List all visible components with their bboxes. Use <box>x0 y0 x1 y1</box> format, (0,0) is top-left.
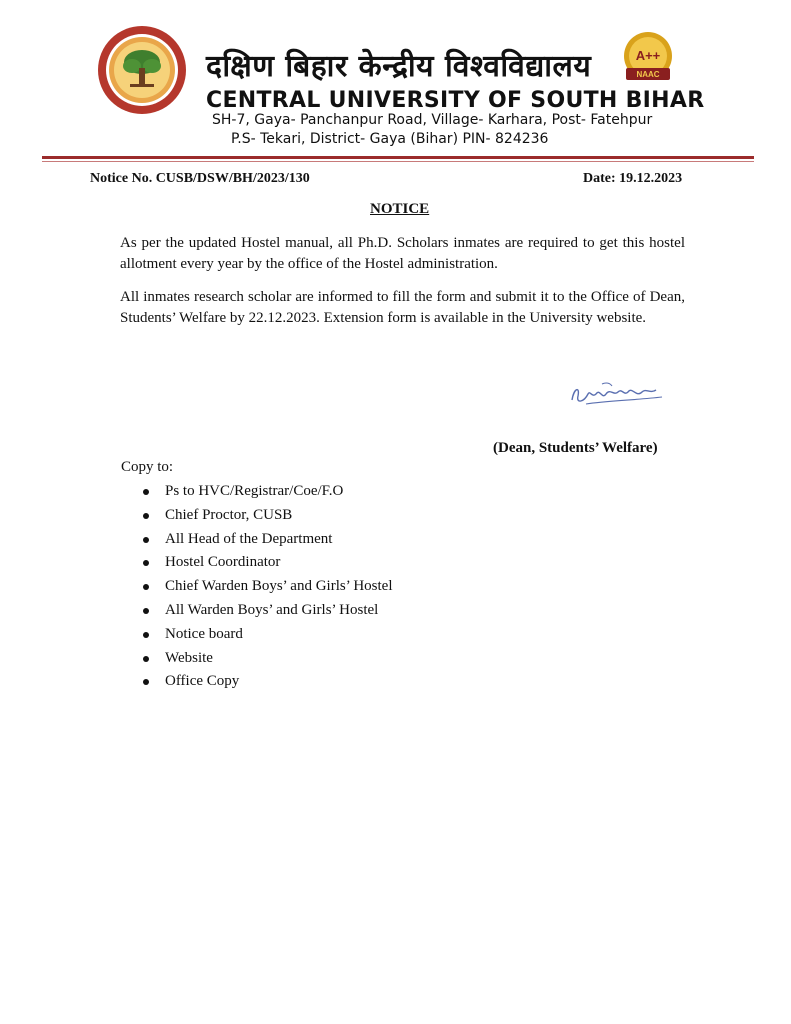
notice-heading: NOTICE <box>370 201 430 217</box>
signatory-designation: (Dean, Students’ Welfare) <box>493 440 658 456</box>
list-item <box>138 623 393 647</box>
list-item <box>138 504 393 528</box>
bullet-icon <box>143 679 149 685</box>
copy-to-label: Copy to: <box>121 459 174 475</box>
bullet-icon <box>143 489 149 495</box>
list-item <box>138 599 393 623</box>
list-item-text: Chief Proctor, CUSB <box>165 506 293 523</box>
header-divider-thin <box>42 161 754 162</box>
university-english-name: CENTRAL UNIVERSITY OF SOUTH BIHAR <box>206 88 705 113</box>
header-divider <box>42 156 754 159</box>
naac-badge <box>618 28 678 88</box>
list-item-text: All Head of the Department <box>165 530 333 547</box>
list-item-text: Chief Warden Boys’ and Girls’ Hostel <box>165 578 393 595</box>
list-item-text: Website <box>165 649 213 666</box>
university-seal-logo <box>96 24 188 116</box>
list-item <box>138 528 393 552</box>
list-item <box>138 647 393 671</box>
copy-to-list <box>138 480 393 694</box>
address-line-2: P.S- Tekari, District- Gaya (Bihar) PIN- 824236 <box>231 131 549 147</box>
bullet-icon <box>143 560 149 566</box>
list-item-text: Notice board <box>165 625 243 642</box>
bullet-icon <box>143 584 149 590</box>
bullet-icon <box>143 608 149 614</box>
list-item-text: Hostel Coordinator <box>165 554 281 571</box>
badge-text: A++ <box>635 48 661 63</box>
bullet-icon <box>143 513 149 519</box>
list-item-text: Office Copy <box>165 673 240 690</box>
list-item <box>138 670 393 694</box>
list-item <box>138 575 393 599</box>
notice-number: Notice No. CUSB/DSW/BH/2023/130 <box>90 171 310 186</box>
address-line-1: SH-7, Gaya- Panchanpur Road, Village- Karhara, Post- Fatehpur <box>212 112 653 128</box>
bullet-icon <box>143 632 149 638</box>
university-hindi-name: दक्षिण बिहार केन्द्रीय विश्वविद्यालय <box>206 49 592 84</box>
notice-paragraph-1: As per the updated Hostel manual, all Ph.D. Scholars inmates are required to get this hostel allotment every year by the office of the Hostel administration. <box>120 235 685 272</box>
list-item-text: All Warden Boys’ and Girls’ Hostel <box>165 601 379 618</box>
list-item <box>138 551 393 575</box>
notice-date: Date: 19.12.2023 <box>583 171 683 186</box>
handwritten-signature-icon <box>566 374 676 414</box>
list-item-text: Ps to HVC/Registrar/Coe/F.O <box>165 483 344 499</box>
bullet-icon <box>143 537 149 543</box>
university-seal-tree-icon <box>96 24 188 116</box>
signature <box>566 374 676 414</box>
badge-subtext: NAAC <box>636 70 660 79</box>
notice-paragraph-2: All inmates research scholar are informed to fill the form and submit it to the Office of Dean, Students’ Welfare by 22.12.2023. Extension form is available in the University website. <box>120 289 685 326</box>
bullet-icon <box>143 656 149 662</box>
list-item <box>138 480 393 504</box>
naac-a-plus-plus-badge-icon <box>618 28 678 88</box>
